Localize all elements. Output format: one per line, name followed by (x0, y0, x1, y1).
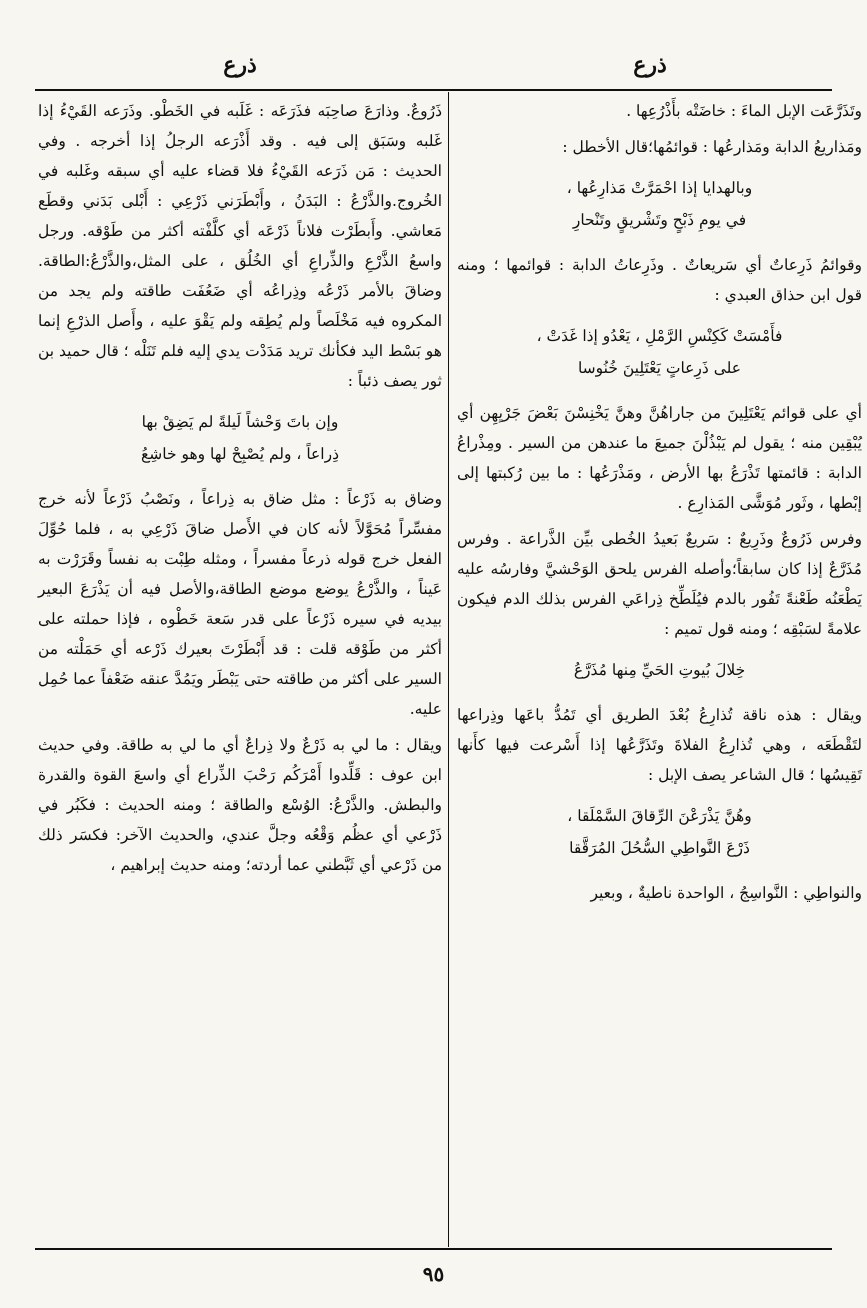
paragraph: ويقال : هذه ناقة تُذارِعُ بُعْدَ الطريق أي تَمُدُّ باعَها وذِراعها لتَقْطَعَه ، وهي تُذارِعُ الفلاةَ وتَذَرَّعُها إذا أَسْرعت فيها كأَنها تَقِيسُها ؛ قال الشاعر يصف الإبل : (457, 706, 862, 784)
verse-line: خِلالَ بُيوتِ الحَيِّ مِنها مُذَرَّعُ (573, 661, 746, 679)
verse (457, 654, 862, 686)
verse (457, 320, 862, 384)
verse (457, 800, 862, 864)
header-word-right: ذرع (633, 52, 667, 78)
verse-line: وهُنَّ يَذْرَعْنَ الرِّقاقَ السَّمْلَقا ، (567, 807, 752, 825)
left-column (38, 96, 442, 886)
paragraph: وفرس ذَرُوعٌ وذَرِيعٌ : سَريعٌ بَعيدُ الخُطى بيِّن الذَّراعة . وفرس مُذَرَّعٌ إذا كان سابقاً؛وأصله الفرس يلحق الوَحْشيَّ وفارسُه عليه يَطْعَنُه طَعْنةً تَفُور بالدم فيُلَطِّخ ذِراعَي الفرس بذلك الدم فيكون علامةً لسَبْقِه ؛ ومنه قول تميم : (457, 530, 862, 638)
page-number: ٩٥ (422, 1262, 445, 1286)
paragraph: وقوائمُ ذَرِعاتٌ أي سَريعاتٌ . وذَرِعاتُ الدابة : قوائمها ؛ ومنه قول ابن حذاق العبدي : (457, 256, 862, 304)
verse-line: في يومِ ذَبْحٍ وتَشْريقٍ وتَنْحارِ (572, 211, 747, 229)
verse (457, 172, 862, 236)
verse-line: على ذَرِعاتٍ يَعْتَلِينَ خُنُوسا (577, 359, 742, 377)
paragraph: وضاق به ذَرْعاً : مثل ضاق به ذِراعاً ، ونَصْبُ ذَرْعاً لأنه خرج مفسِّراً مُحَوَّلاً لأنه كان في الأَصل ضاقَ ذَرْعِي به ، فلما حُوِّلَ الفعل خرج قوله ذرعاً مفسراً ، ومثله طِبْت به نفساً وقَرَرْت به عَيناً ، والذَّرْعُ يوضع موضع الطاقة،والأصل فيه أن يَذْرَعَ البعير بيديه في سيره ذَرْعاً على قدر سَعة خَطْوه ، فإذا حملته على أكثر من طَوْقه قلت : قد أَبْطَرْتَ بعيرك ذَرْعه أي حَمَلْته من السير على أكثر من طاقته حتى يَبْطَر ويَمُدَّ عنقه ضَعْفاً عما حُمِل عليه. (38, 490, 442, 718)
paragraph: وتَذَرَّعَت الإبل الماءَ : خاضَتْه بأَذْرُعِها . (626, 102, 862, 120)
verse-line: وبالهدايا إذا احْمَرَّتْ مَذارِعُها ، (566, 179, 753, 197)
right-column (457, 96, 862, 914)
header-rule (35, 89, 832, 91)
paragraph: ويقال : ما لي به ذَرْعٌ ولا ذِراعٌ أي ما لي به طاقة. وفي حديث ابن عوف : قَلِّدوا أَمْرَكُم رَحْبَ الذِّراع أي واسعَ القوة والقدرة والبطش. والذَّرْعُ: الوُسْع والطاقة ؛ ومنه الحديث : فكَبُر في ذَرْعي أي عظُم وَقْعُه وجلَّ عندي، والحديث الآخر: فكسَر ذلك من ذَرْعي أي ثَبَّطني عما أردته؛ ومنه حديث إبراهيم ، (38, 736, 442, 874)
paragraph: والنواطِي : النَّواسِجُ ، الواحدة ناطيةٌ ، وبعير (590, 884, 862, 902)
paragraph: ومَذاريعُ الدابة ومَذارعُها : قوائمُها؛قال الأخطل : (562, 138, 862, 156)
footer-rule (35, 1248, 832, 1250)
column-divider (448, 92, 449, 1247)
header-word-left: ذرع (223, 52, 257, 78)
verse (38, 406, 442, 470)
verse-line: ذَرْعَ النَّواطِي السُّحُلَ المُرَقَّقا (569, 839, 750, 857)
paragraph: أي على قوائم يَعْتَلِينَ من جاراهُنَّ وهنَّ يَخْنِسْنَ بَعْضَ جَرْيِهِن أي يُبْقِين منه ؛ يقول لم يَبْذُلْنَ جميعَ ما عندهن من السير . ومِذْراعُ الدابة : قائمتها تَذْرَعُ بها الأرض ، ومَذْرَعُها : ما بين رُكبتها إلى إبْطها ، وثَور مُوَشَّى المَذارِع . (457, 404, 862, 512)
verse-line: ذِراعاً ، ولم يُصْبِحْ لها وهو خاشِعُ (141, 445, 339, 463)
paragraph: ذَرُوعٌ. وذارَعَ صاحِبَه فذَرَعَه : غَلَبه في الخَطْو. وذَرَعه القَيْءُ إذا غَلبه وسَبَق إلى فيه . وقد أَذْرَعه الرجلُ إذا أخرجه . وفي الحديث : مَن ذَرَعه القَيْءُ فلا قضاء عليه أي سبقه وغَلبه في الخُروج.والذَّرْعُ : البَدَنُ ، وأَبْطَرَني ذَرْعِي : أَبْلى بَدَني وقطَع مَعاشي. وأَبطَرْت فلاناً ذَرْعَه أي كلَّفْته أكثر من طَوْقه. ورجل واسعُ الذَّرْعِ والذِّراعِ أي الخُلُق ، على المثل،والذَّرْعُ:الطاقة. وضاقَ بالأمر ذَرْعُه وذِراعُه أي ضَعُفَت طاقته ولم يجد من المكروه فيه مَخْلَصاً ولم يُطِقه ولم يَقْوَ عليه ، وأَصل الذرْعِ إنما هو بَسْط اليد فكأنك تريد مَدَدْت يدي إليه فلم تَنَلْه ؛ قال حميد بن ثور يصف ذئباً : (38, 102, 442, 390)
verse-line: وإن باتَ وَحْشاً لَيلةً لم يَضِقْ بها (141, 413, 339, 431)
verse-line: فأَمْسَتْ كَكِنْسِ الرَّمْلِ ، يَعْدُو إذا غَدَتْ ، (536, 327, 783, 345)
